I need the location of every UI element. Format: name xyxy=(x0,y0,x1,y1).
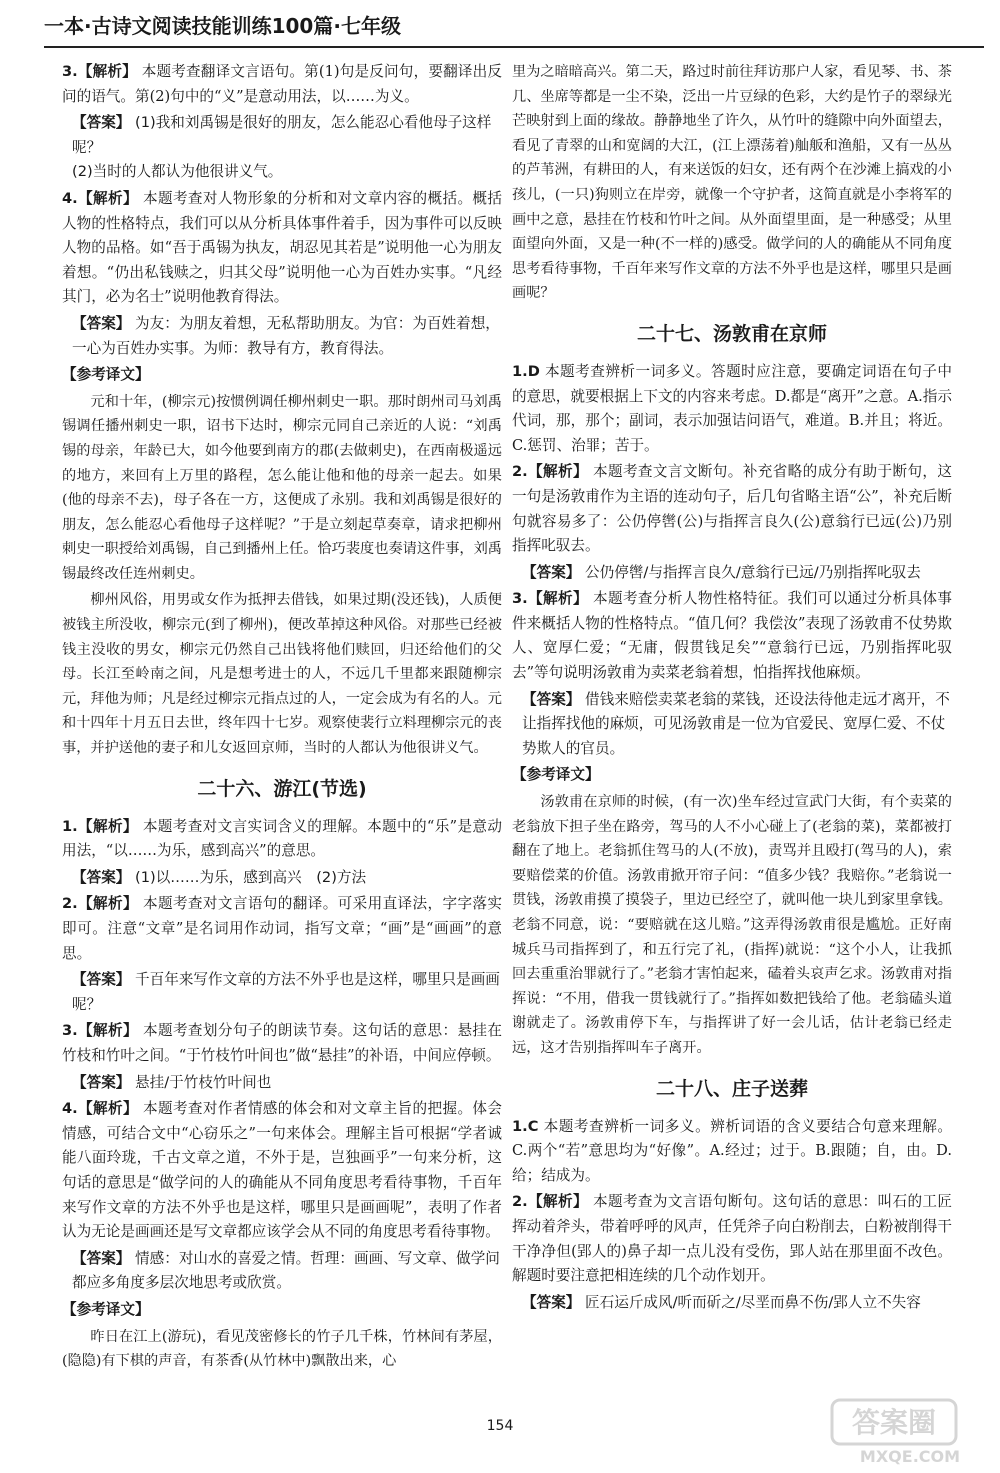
q4-analysis-25 xyxy=(62,187,502,310)
analysis-text: 本题考查辨析一词多义。答题时应注意，要确定词语在句子中的意思，就要根据上下文的内容来考虑。D.都是“离开”之意。A.指示代词，那，那个；副词，表示加强诘问语气，难道。B.并且；将近。C.惩罚、治罪；苦于。 xyxy=(512,362,952,454)
question-number: 3. xyxy=(62,1022,78,1040)
answer-text: (2)当时的人都认为他很讲义气。 xyxy=(72,163,283,181)
translation-paragraph: 柳州风俗，用男或女作为抵押去借钱，如果过期(没还钱)，人质便被钱主所没收，柳宗元(到了柳州)，便改革掉这种风俗。对那些已经被钱主没收的男女，柳宗元仍然自己出钱将他们赎回，归还给他们的父母。长江至岭南之间，凡是想考进士的人，不远几千里都来跟随柳宗元，拜他为师；凡是经过柳宗元指点过的人，一定会成为有名的人。元和十四年十月五日去世，终年四十七岁。观察使裴行立料理柳宗元的丧事，并护送他的妻子和儿女返回京师，当时的人都认为他很讲义气。 xyxy=(62,592,502,757)
analysis-text: 本题考查对文言语句的翻译。可采用直译法，字字落实即可。注意“文章”是名词用作动词，指写文章；“画”是“画画”的意思。 xyxy=(62,895,502,962)
page-number: 154 xyxy=(486,1418,514,1434)
question-number: 4. xyxy=(62,189,78,207)
page-header xyxy=(44,8,984,44)
question-number: 2. xyxy=(512,463,528,481)
q3-answer-26 xyxy=(62,1071,502,1096)
q3-analysis-26 xyxy=(62,1019,502,1068)
analysis-text: 本题考查对作者情感的体会和对文章主旨的把握。体会情感，可结合文中“心窃乐之”一句来体会。理解主旨可根据“学者诚能八面玲珑，千古文章之道，不外于是，岂独画乎”一句来分析，这句话的意思是“做学问的人的确能从不同角度思考看待事物，千百年来写作文章的方法不外乎也是这样，哪里只是画画呢”，表明了作者认为无论是画画还是写文章都应该学会从不同的角度思考看待事物。 xyxy=(62,1100,502,1241)
question-number: 2. xyxy=(512,1193,528,1211)
analysis-tag: 【解析】 xyxy=(527,463,588,481)
q4-answer-25 xyxy=(62,312,502,361)
answer-text: (1)我和刘禹锡是很好的朋友，怎么能忍心看他母子这样呢？ xyxy=(72,114,492,156)
q4-answer-26 xyxy=(62,1247,502,1296)
watermark-logo xyxy=(830,1396,990,1468)
watermark-url: MXQE.COM xyxy=(859,1447,961,1466)
analysis-text: 本题考查为文言语句断句。这句话的意思：叫石的工匠挥动着斧头，带着呼呼的风声，任凭斧子向白粉削去，白粉被削得干干净净但(郢人的)鼻子却一点儿没有受伤，郢人站在那里面不改色。解题时要注意把相连续的几个动作划开。 xyxy=(512,1193,952,1285)
analysis-text: 本题考查划分句子的朗读节奏。这句话的意思：悬挂在竹枝和竹叶之间。“于竹枝竹叶间也”做“悬挂”的补语，中间应停顿。 xyxy=(62,1022,502,1064)
q1-analysis-27 xyxy=(512,360,952,458)
answer-text: 千百年来写作文章的方法不外乎也是这样，哪里只是画画呢？ xyxy=(72,971,500,1013)
analysis-tag: 【解析】 xyxy=(527,590,588,608)
answer-tag: 【答案】 xyxy=(72,314,131,332)
analysis-tag: 【解析】 xyxy=(77,63,137,80)
answer-tag: 【答案】 xyxy=(72,1073,131,1091)
q2-answer-27 xyxy=(512,561,952,586)
translation-paragraph: 元和十年，(柳宗元)按惯例调任柳州刺史一职。那时朗州司马刘禹锡调任播州刺史一职，诏书下达时，柳宗元同自己亲近的人说：“刘禹锡的母亲，年龄已大，如今他要到南方的郡(去做刺史)，在西南极遥远的地方，来回有上万里的路程，怎么能让他和他的母亲一起去。如果(他的母亲不去)，母子各在一方，这便成了永别。我和刘禹锡是很好的朋友，怎么能忍心看他母子这样呢？”于是立刻起草奏章，请求把柳州刺史一职授给刘禹锡，自己到播州上任。恰巧裴度也奏请这件事，刘禹锡最终改任连州刺史。 xyxy=(62,393,502,582)
analysis-text: 本题考查文言文断句。补充省略的成分有助于断句，这一句是汤敦甫作为主语的连动句子，后几句省略主语“公”，补充后断句就容易多了：公仍停辔(公)与指挥言良久(公)意翁行已远(公)乃别指挥叱驭去。 xyxy=(512,463,952,555)
answer-tag: 【答案】 xyxy=(72,1249,131,1267)
analysis-tag: 【解析】 xyxy=(77,189,138,207)
q3-analysis-27 xyxy=(512,587,952,685)
analysis-text: 本题考查对人物形象的分析和对文章内容的概括。概括人物的性格特点，我们可以从分析具体事件着手，因为事件可以反映人物的品格。如“吾于禹锡为执友，胡忍见其若是”说明他一心为朋友着想。“仍出私钱赎之，归其父母”说明他一心为百姓办实事。“凡经其门，必为名士”说明他教育得法。 xyxy=(62,189,502,306)
right-column xyxy=(512,60,952,1410)
question-number: 2. xyxy=(62,895,78,913)
q2-analysis-26 xyxy=(62,892,502,966)
watermark-text: 答案圈 xyxy=(851,1406,937,1439)
analysis-tag: 【解析】 xyxy=(77,1100,138,1118)
translation-paragraph-continued: 里为之暗暗高兴。第二天，路过时前往拜访那户人家，看见琴、书、茶几、坐席等都是一尘不染，泛出一片豆绿的色彩，大约是竹子的翠绿光芒映射到上面的缘故。静静地坐了许久，从竹叶的缝隙中向外面望去，看见了青翠的山和宽阔的大江，(江上漂荡着)舢舨和渔船，又有一丛丛的芦苇洲，有耕田的人，有来送饭的妇女，还有两个在沙滩上搞戏的小孩儿，(一只)狗则立在岸旁，就像一个守护者，这简直就是小李将军的画中之意，悬挂在竹枝和竹叶之间。从外面望里面，是一种感受；从里面望向外面，又是一种(不一样的)感受。做学问的人的确能从不同角度思考看待事物，千百年来写作文章的方法不外乎也是这样，哪里只是画画呢？ xyxy=(512,64,952,302)
question-number: 1. xyxy=(512,1117,528,1135)
reference-translation-heading: 【参考译文】 xyxy=(512,766,600,784)
q1-analysis-26 xyxy=(62,815,502,864)
q2-analysis-27 xyxy=(512,460,952,558)
answer-text: 借钱来赔偿卖菜老翁的菜钱，还设法待他走远才离开，不让指挥找他的麻烦，可见汤敦甫是一位为官爱民、宽厚仁爱、不仗势欺人的官员。 xyxy=(522,690,950,757)
analysis-tag: 【解析】 xyxy=(77,1022,138,1040)
q1-answer-26 xyxy=(62,866,502,891)
choice-letter: D xyxy=(527,362,540,380)
answer-text: 悬挂/于竹枝竹叶间也 xyxy=(135,1073,272,1091)
section-title: 二十六、游江(节选) xyxy=(197,777,367,800)
answer-text: 为友：为朋友着想，无私帮助朋友。为官：为百姓着想，一心为百姓办实事。为师：教导有方，教育得法。 xyxy=(72,314,500,357)
analysis-text: 本题考查翻译文言语句。第(1)句是反问句，要翻译出反问的语气。第(2)句中的“义”是意动用法，以……为义。 xyxy=(62,63,502,105)
analysis-tag: 【解析】 xyxy=(77,895,138,913)
section-title: 二十八、庄子送葬 xyxy=(655,1077,808,1100)
answer-text: 情感：对山水的喜爱之情。哲理：画画、写文章、做学问都应多角度多层次地思考或欣赏。 xyxy=(72,1249,500,1292)
header-divider xyxy=(44,46,984,48)
answer-tag: 【答案】 xyxy=(72,868,131,886)
analysis-text: 本题考查辨析一词多义。辨析词语的含义要结合句意来理解。C.两个“若”意思均为“好像”。A.经过；过于。B.跟随；自，由。D.给；结成为。 xyxy=(512,1117,952,1184)
question-number: 3. xyxy=(62,63,78,80)
answer-tag: 【答案】 xyxy=(522,1293,581,1311)
translation-paragraph: 昨日在江上(游玩)，看见茂密修长的竹子几千株，竹林间有茅屋，(隐隐)有下棋的声音，有茶香(从竹林中)飘散出来，心 xyxy=(62,1328,502,1370)
q4-analysis-26 xyxy=(62,1097,502,1245)
question-number: 4. xyxy=(62,1100,78,1118)
answer-text: 公仍停辔/与指挥言良久/意翁行已远/乃别指挥叱驭去 xyxy=(585,563,921,581)
translation-paragraph: 汤敦甫在京师的时候，(有一次)坐车经过宣武门大街，有个卖菜的老翁放下担子坐在路旁，驾马的人不小心碰上了(老翁的菜)，菜都被打翻在了地上。老翁抓住驾马的人(不放)，责骂并且殴打(驾马的人)，索要赔偿菜的价值。汤敦甫掀开帘子问：“值多少钱？我赔你。”老翁说一贯钱，汤敦甫摸了摸袋子，里边已经空了，就叫他一块儿到家里拿钱。老翁不同意，说：“要赔就在这儿赔。”这弄得汤敦甫很是尴尬。正好南城兵马司指挥到了，和五行完了礼，(指挥)就说：“这个小人，让我抓回去重重治罪就行了。”老翁才害怕起来，磕着头哀声乞求。汤敦甫对指挥说：“不用，借我一贯钱就行了。”指挥如数把钱给了他。老翁磕头道谢就走了。汤敦甫停下车，与指挥讲了好一会儿话，估计老翁已经走远，这才告别指挥叫车子离开。 xyxy=(512,794,952,1056)
answer-text: (1)以……为乐，感到高兴 (2)方法 xyxy=(135,868,367,886)
question-number: 1. xyxy=(512,362,528,380)
section-title: 二十七、汤敦甫在京师 xyxy=(636,322,827,345)
left-column xyxy=(62,60,502,1410)
answer-tag: 【答案】 xyxy=(72,971,131,989)
choice-letter: C xyxy=(527,1117,539,1135)
reference-translation-heading: 【参考译文】 xyxy=(62,366,150,384)
q3-answer-25 xyxy=(62,111,502,185)
question-number: 3. xyxy=(512,590,528,608)
q2-analysis-28 xyxy=(512,1190,952,1288)
answer-tag: 【答案】 xyxy=(72,114,131,132)
q3-analysis-25 xyxy=(62,60,502,109)
reference-translation-heading: 【参考译文】 xyxy=(62,1300,150,1318)
q2-answer-28 xyxy=(512,1291,952,1316)
question-number: 1. xyxy=(62,817,78,835)
analysis-text: 本题考查分析人物性格特征。我们可以通过分析具体事件来概括人物的性格特点。“值几何？我偿汝”表现了汤敦甫不仗势欺人、宽厚仁爱；“无庸，假贯钱足矣”“意翁行已远，乃别指挥叱驭去”等句说明汤敦甫为卖菜老翁着想，怕指挥找他麻烦。 xyxy=(512,590,952,682)
q2-answer-26 xyxy=(62,968,502,1017)
answer-tag: 【答案】 xyxy=(522,563,581,581)
answer-text: 匠石运斤成风/听而斫之/尽垩而鼻不伤/郢人立不失容 xyxy=(585,1293,921,1311)
analysis-tag: 【解析】 xyxy=(77,817,138,835)
q3-answer-27 xyxy=(512,688,952,762)
header-title: 一本·古诗文阅读技能训练100篇·七年级 xyxy=(44,14,401,38)
q1-analysis-28 xyxy=(512,1115,952,1189)
answer-tag: 【答案】 xyxy=(522,690,581,708)
analysis-tag: 【解析】 xyxy=(527,1193,588,1211)
analysis-text: 本题考查对文言实词含义的理解。本题中的“乐”是意动用法，“以……为乐，感到高兴”的意思。 xyxy=(62,817,502,860)
